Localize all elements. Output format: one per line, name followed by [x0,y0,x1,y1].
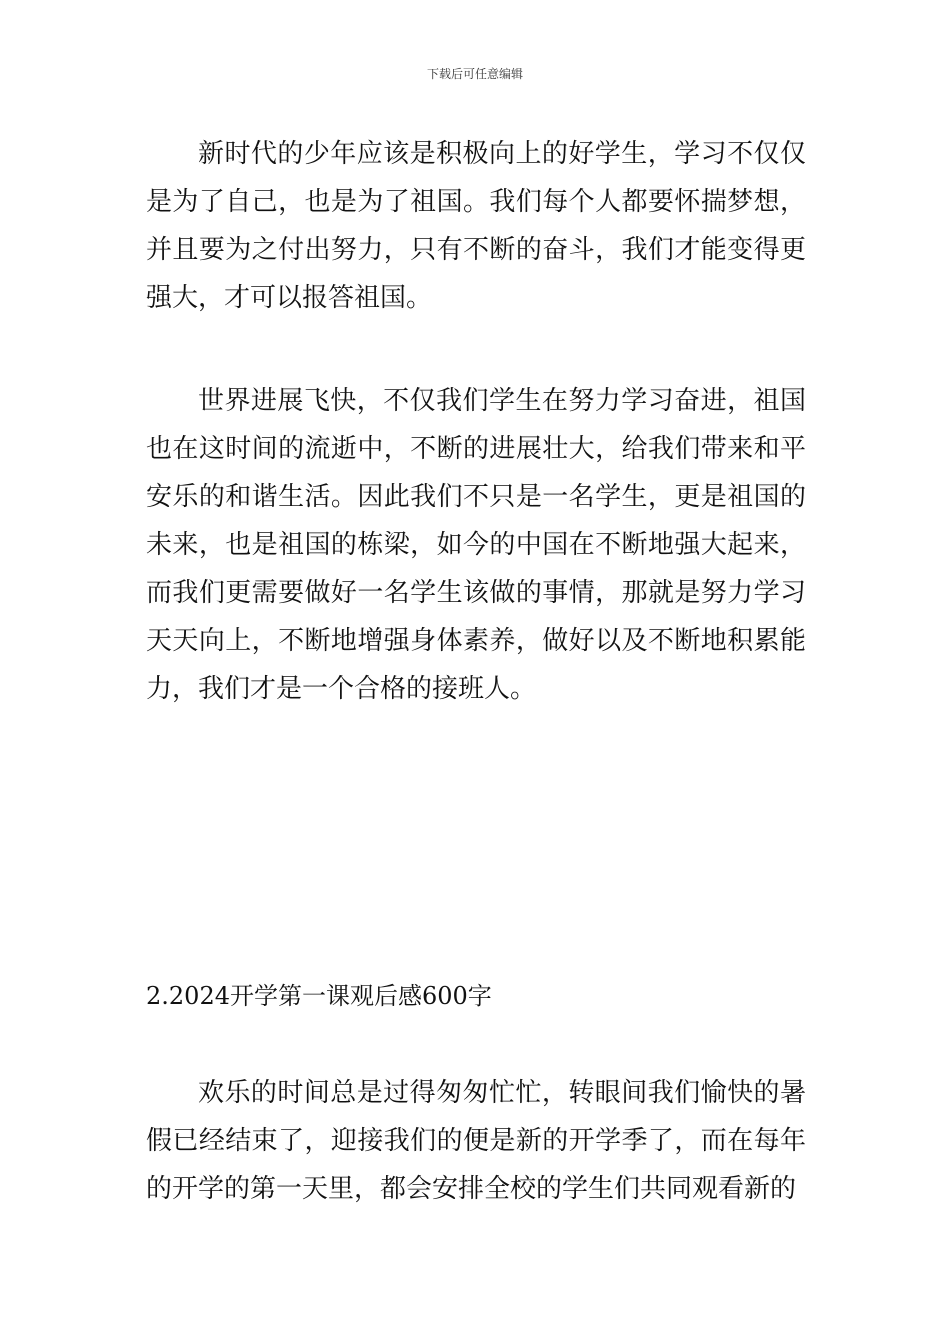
page-header-note: 下载后可任意编辑 [426,67,523,81]
section-heading: 2.2024开学第一课观后感600字 [146,982,492,1010]
paragraph-2: 世界进展飞快，不仅我们学生在努力学习奋进，祖国也在这时间的流逝中，不断的进展壮大，给我们带来和平安乐的和谐生活。因此我们不只是一名学生，更是祖国的未来，也是祖国的栋梁，如今的中国在不断地强大起来，而我们更需要做好一名学生该做的事情，那就是努力学习天天向上，不断地增强身体素养，做好以及不断地积累能力，我们才是一个合格的接班人。 [146,386,806,704]
paragraph-3: 欢乐的时间总是过得匆匆忙忙，转眼间我们愉快的暑假已经结束了，迎接我们的便是新的开学季了，而在每年的开学的第一天里，都会安排全校的学生们共同观看新的 [146,1078,806,1204]
paragraph-1: 新时代的少年应该是积极向上的好学生，学习不仅仅是为了自己，也是为了祖国。我们每个人都要怀揣梦想，并且要为之付出努力，只有不断的奋斗，我们才能变得更强大，才可以报答祖国。 [146,139,806,313]
